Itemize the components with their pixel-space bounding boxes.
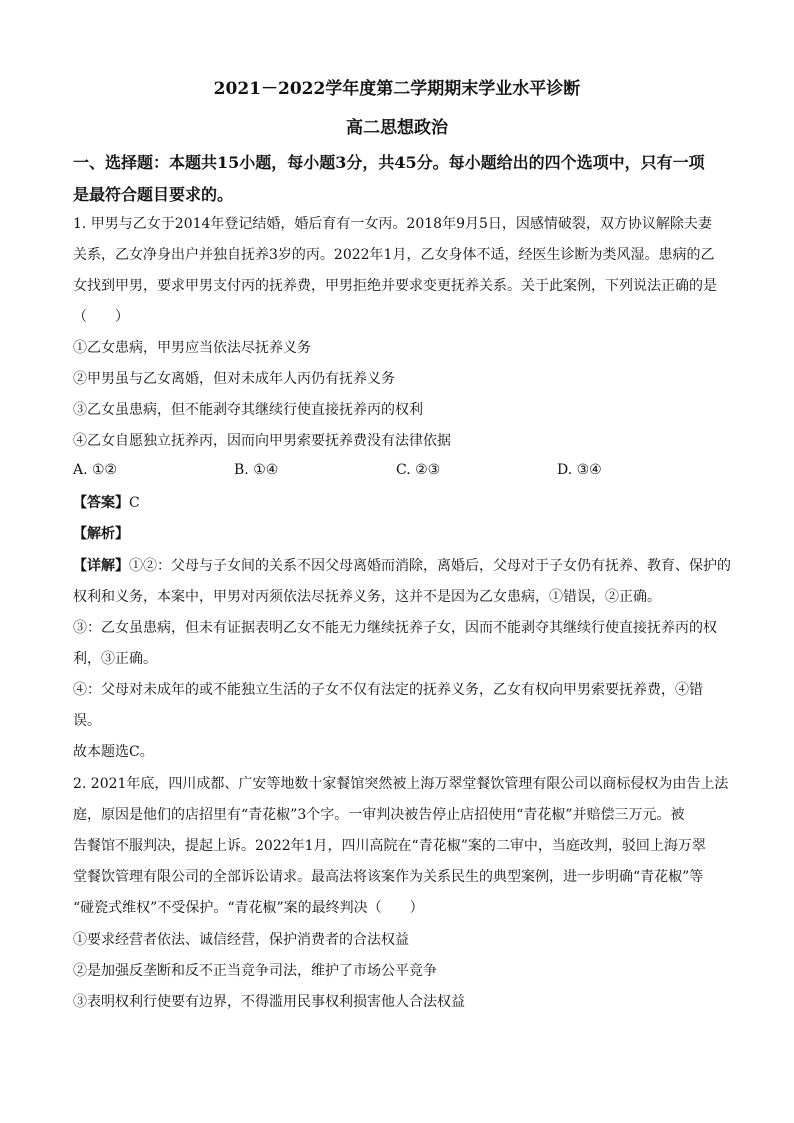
answer-value: C [129,495,140,511]
q1-stem-line: 关系，乙女净身出户并独自抚养3岁的丙。2022年1月，乙女身体不适，经医生诊断为类风湿。患病的乙 [73,247,715,263]
q2-stem-line: 2. 2021年底，四川成都、广安等地数十家餐馆突然被上海万翠堂餐饮管理有限公司以商标侵权为由告上法 [73,776,729,792]
page-subtitle: 高二思想政治 [346,118,448,138]
q2-stem-line: 告餐馆不服判决，提起上诉。2022年1月，四川高院在“青花椒”案的二审中，当庭改判，驳回上海万翠 [73,838,706,854]
q1-detail-line: ③：乙女虽患病，但未有证据表明乙女不能无力继续抚养子女，因而不能剥夺其继续行使直接抚养丙的权 [73,620,717,636]
q1-statement: ④乙女自愿独立抚养丙，因而向甲男索要抚养费没有法律依据 [73,433,451,449]
q2-statement: ③表明权利行使要有边界，不得滥用民事权利损害他人合法权益 [73,994,465,1010]
q2-stem-line: 庭，原因是他们的店招里有“青花椒”3个字。一审判决被告停止店招使用“青花椒”并赔偿三万元。被 [73,807,685,823]
analysis-label: 【解析】 [73,526,129,542]
section-heading-cont: 是最符合题目要求的。 [73,185,234,204]
q1-detail-line: 故本题选C。 [73,744,154,760]
q1-detail-line: 利，③正确。 [73,651,157,667]
q1-option-d: D. ③④ [557,462,602,478]
answer-label: 【答案】 [73,495,129,511]
q1-stem-line: 女找到甲男，要求甲男支付丙的抚养费，甲男拒绝并要求变更抚养关系。关于此案例，下列说法正确的是 [73,278,717,294]
q2-stem-line: “碰瓷式维权”不受保护。“青花椒”案的最终判决（ ） [73,900,424,916]
q1-detail-line: ④：父母对未成年的或不能独立生活的子女不仅有法定的抚养义务，乙女有权向甲男索要抚养费，④错 [73,682,703,698]
q2-statement: ①要求经营者依法、诚信经营，保护消费者的合法权益 [73,932,409,948]
q1-detail-line: 误。 [73,713,101,729]
detail-text: ①②：父母与子女间的关系不因父母离婚而消除，离婚后，父母对于子女仍有抚养、教育、保护的 [129,558,731,574]
q1-stem-line: 1. 甲男与乙女于2014年登记结婚，婚后育有一女丙。2018年9月5日，因感情破裂，双方协议解除夫妻 [73,216,712,232]
q1-answer [73,493,720,513]
q1-statement: ②甲男虽与乙女离婚，但对未成年人丙仍有抚养义务 [73,371,395,387]
q1-statement: ①乙女患病，甲男应当依法尽抚养义务 [73,340,311,356]
page-title: 2021－2022学年度第二学期期末学业水平诊断 [213,79,581,99]
q1-option-b: B. ①④ [234,462,279,478]
q1-detail-line [73,556,731,576]
q2-statement: ②是加强反垄断和反不正当竞争司法，维护了市场公平竞争 [73,963,437,979]
q2-stem-line: 堂餐饮管理有限公司的全部诉讼请求。最高法将该案作为关系民生的典型案例，进一步明确“青花椒”等 [73,869,704,885]
section-heading: 一、选择题：本题共15小题，每小题3分，共45分。每小题给出的四个选项中，只有一项 [73,153,705,172]
q1-option-a: A. ①② [73,462,118,478]
q1-stem-line: （ ） [73,309,129,325]
q1-option-c: C. ②③ [396,462,441,478]
q1-statement: ③乙女虽患病，但不能剥夺其继续行使直接抚养丙的权利 [73,402,423,418]
q1-detail-line: 权利和义务，本案中，甲男对丙须依法尽抚养义务，这并不是因为乙女患病，①错误，②正确。 [73,589,661,605]
detail-label: 【详解】 [73,558,129,574]
